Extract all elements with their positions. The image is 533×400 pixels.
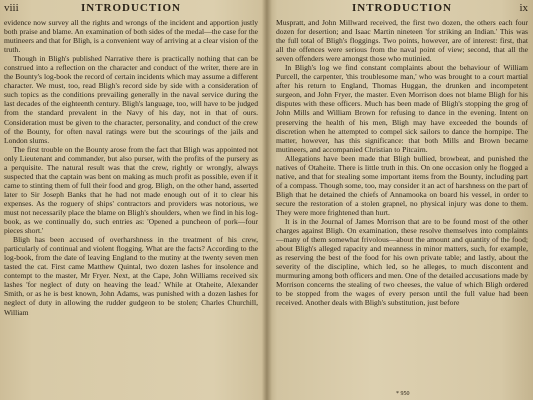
right-page-header — [276, 2, 528, 16]
left-page-header — [4, 2, 258, 16]
footnote-mark: * 950 — [396, 391, 410, 397]
paragraph: It is in the Journal of James Morrison that are to be found most of the other charges against Bligh. On examination, these resolve themselves into complaints—many of them somewhat frivolous—about the amount and quantity of the food; about Bligh's alleged rapacity and meanness in minor matters, such, for example, as reserving the best of the food for his own private table; and lastly, about the severity of the discipline, which led, so he alleges, to much discontent and murmuring among both officers and men. One of the detailed accusations made by Morrison concerns the stealing of two cheeses, the value of which Bligh ordered to be stopped from the wages of every person until the full value had been received. Another deals with Bligh's substitution, just before — [276, 217, 528, 308]
paragraph: Though in Bligh's published Narrative there is practically nothing that can be construed into a reflection on the character and conduct of the writer, there are in the Bounty's log-book the record of certain incidents which may assume a different character. We must, too, read Bligh's record side by side with a consideration of such topics as the conditions prevailing generally in the naval service during the last decades of the eighteenth century. Bligh's language, too, will have to be judged from the standard prevalent in the Navy of his day, not in that of ours. Consideration must be given to the character, personality, and conduct of the crew of the Bounty, for often naval ratings were but the scourings of the jails and London slums. — [4, 54, 258, 145]
paragraph: evidence now survey all the rights and wrongs of the incident and apportion justly both praise and blame. An examination of both sides of the medal—the case for the mutineers and that for Bligh, is a convenient way of arriving at a clear vision of the truth. — [4, 18, 258, 55]
paragraph: Muspratt, and John Millward received, the first two dozen, the others each four dozen for desertion; and Isaac Martin nineteen 'for striking an Indian.' This was the full total of Bligh's floggings. Two points, however, are of interest: first, that all the offences were serious from the naval point of view; second, that all the seven offenders were amongst those who mutinied. — [276, 18, 528, 64]
paragraph: In Bligh's log we find constant complaints about the behaviour of William Purcell, the carpenter, 'this troublesome man,' who was brought to a court martial after his return to England, Thomas Huggan, the drunken and incompetent surgeon, and John Fryer, the master. Even Morrison does not blame Bligh for his disputes with these officers. Much has been made of Bligh's stopping the grog of John Mills and William Brown for refusing to dance in the evening. Intent on preserving the health of his men, Bligh may have exceeded the bounds of discretion when he attempted to compel sick sailors to dance the hornpipe. The matter, however, has this significance: that both Mills and Brown became mutineers, and accompanied Christian to Pitcairn. — [276, 63, 528, 154]
left-page-body — [4, 18, 258, 317]
paragraph: Allegations have been made that Bligh bullied, browbeat, and punished the natives of Otaheite. There is little truth in this. On one occasion only he flogged a native, and that for stealing some important items from the Bounty, including part of a compass. Though some, too, may consider it an act of harshness on the part of Bligh that he detained the chiefs of Annamooka on board his vessel, in order to secure the restoration of a stolen grapnel, no physical injury was done to them. They were more frightened than hurt. — [276, 153, 528, 217]
right-running-head: INTRODUCTION — [351, 2, 452, 14]
left-running-head: INTRODUCTION — [80, 2, 181, 14]
paragraph: Bligh has been accused of overharshness in the treatment of his crew, particularly of continual and violent flogging. What are the facts? According to the log-book, from the date of leaving England to the mutiny at the twenty seven men tasted the cat. First came Matthew Quintal, two dozen lashes for insolence and contempt to the master, Mr Fryer. Next, at the Cape, John Williams received six lashes 'for neglect of duty on heaving the lead.' While at Otaheite, Alexander Smith, or as he is best known, John Adams, was punished with a dozen lashes for neglect of duty in allowing the rudder gudgeon to be stolen; Charles Churchill, William — [4, 235, 258, 317]
left-page-number: viii — [4, 2, 19, 14]
right-page-body — [276, 18, 528, 308]
right-page-number: ix — [519, 2, 528, 14]
book-gutter — [262, 0, 272, 400]
paragraph: The first trouble on the Bounty arose from the fact that Bligh was appointed not only Lieutenant and commander, but also purser, with the profits of the pursery as a perquisite. The natural result was that the crew, rightly or wrongly, always suspected that the captain was bent on making as much profit as possible, even if it came to stinting them of full their food and grog. Bligh, on the other hand, asserted later to Sir Joseph Banks that he had not made enough out of it to clear his expenses. As the roguery of ships' contractors and providers was notorious, we must not necessarily place the blame on Bligh's shoulders, when we find in his log-book, as we continually do, such entries as: 'Opened a puncheon of pork—four pieces short.' — [4, 144, 258, 236]
left-page — [4, 0, 258, 400]
right-page — [276, 0, 528, 400]
